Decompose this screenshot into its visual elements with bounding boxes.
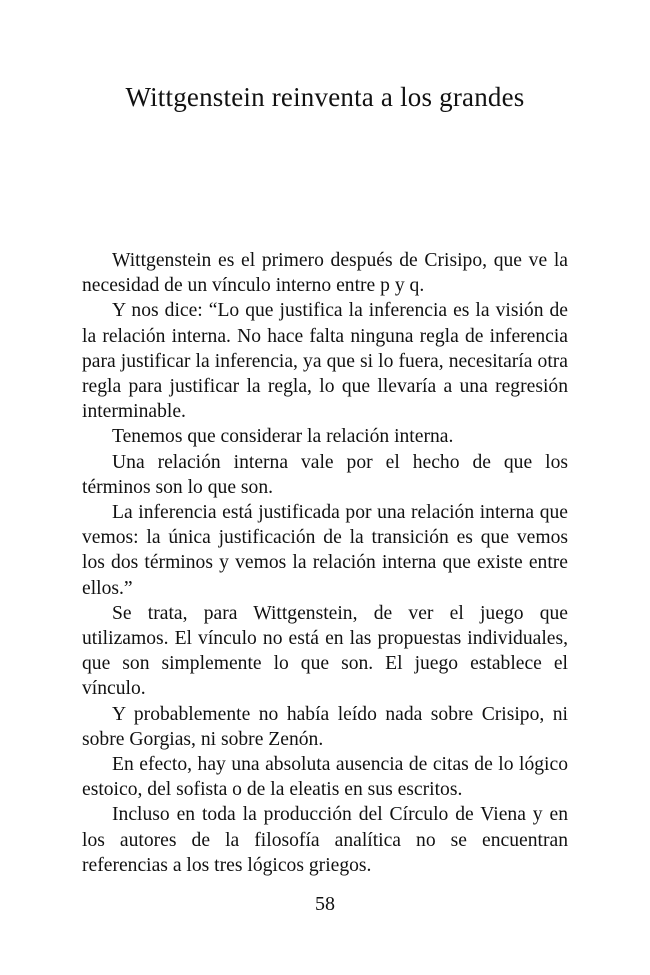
paragraph-6: Se trata, para Wittgenstein, de ver el juego que utilizamos. El vínculo no está en las propuestas individuales, que son simplemente lo que son. El juego establece el vínculo. xyxy=(82,602,568,700)
page-number: 58 xyxy=(315,893,335,915)
paragraph-2: Y nos dice: “Lo que justifica la inferencia es la visión de la relación interna. No hace falta ninguna regla de inferencia para justificar la inferencia, ya que si lo fuera, necesitaría otra regla para justificar la regla, lo que llevaría a una regresión interminable. xyxy=(82,300,568,423)
paragraph-4: Una relación interna vale por el hecho de que los términos son lo que son. xyxy=(82,451,568,498)
paragraph-5: La inferencia está justificada por una relación interna que vemos: la única justificación de la transición es que vemos los dos términos y vemos la relación interna que existe entre ellos.” xyxy=(82,502,568,599)
paragraph-3: Tenemos que considerar la relación interna. xyxy=(112,426,454,448)
chapter-title: Wittgenstein reinventa a los grandes xyxy=(125,82,525,112)
paragraph-7: Y probablemente no había leído nada sobre Crisipo, ni sobre Gorgias, ni sobre Zenón. xyxy=(82,703,568,750)
paragraph-9: Incluso en toda la producción del Círculo de Viena y en los autores de la filosofía analítica no se encuentran referencias a los tres lógicos griegos. xyxy=(82,804,568,876)
paragraph-1: Wittgenstein es el primero después de Crisipo, que ve la necesidad de un vínculo interno entre p y q. xyxy=(82,250,568,297)
paragraph-8: En efecto, hay una absoluta ausencia de citas de lo lógico estoico, del sofista o de la eleatis en sus escritos. xyxy=(82,754,568,801)
body-text xyxy=(82,248,568,878)
